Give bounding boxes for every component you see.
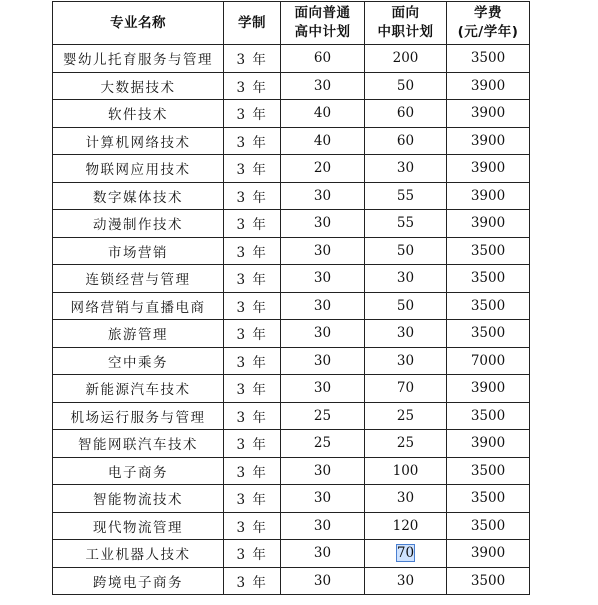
cell-general-hs[interactable]: 25 [281, 430, 365, 458]
enrollment-plan-table [52, 1, 530, 595]
header-general-hs-plan [281, 2, 365, 45]
header-vocational-line1: 面向 [391, 5, 420, 21]
cell-vocational[interactable]: 120 [365, 512, 447, 540]
cell-major[interactable]: 现代物流管理 [53, 512, 224, 540]
cell-vocational[interactable]: 200 [365, 45, 447, 73]
cell-vocational[interactable]: 100 [365, 457, 447, 485]
cell-vocational[interactable]: 30 [365, 265, 447, 293]
cell-general-hs[interactable]: 30 [281, 457, 365, 485]
table-row [53, 72, 530, 100]
table-row [53, 347, 530, 375]
cell-duration[interactable]: 3 年 [224, 127, 281, 155]
cell-tuition[interactable]: 3900 [447, 210, 530, 238]
cell-duration[interactable]: 3 年 [224, 45, 281, 73]
cell-tuition[interactable]: 3900 [447, 182, 530, 210]
cell-vocational[interactable]: 60 [365, 127, 447, 155]
cell-tuition[interactable]: 3900 [447, 72, 530, 100]
cell-vocational[interactable]: 25 [365, 402, 447, 430]
cell-tuition[interactable]: 3500 [447, 237, 530, 265]
table-row [53, 155, 530, 183]
header-general-hs-line1: 面向普通 [294, 5, 351, 21]
cell-major[interactable]: 空中乘务 [53, 347, 224, 375]
table-row [53, 457, 530, 485]
cell-duration[interactable]: 3 年 [224, 320, 281, 348]
cell-duration[interactable]: 3 年 [224, 512, 281, 540]
header-duration-label: 学制 [238, 14, 266, 31]
cell-tuition[interactable]: 3500 [447, 292, 530, 320]
cell-duration[interactable]: 3 年 [224, 100, 281, 128]
cell-tuition[interactable]: 3900 [447, 127, 530, 155]
cell-duration[interactable]: 3 年 [224, 155, 281, 183]
cell-major[interactable]: 网络营销与直播电商 [53, 292, 224, 320]
cell-major[interactable]: 旅游管理 [53, 320, 224, 348]
cell-major[interactable]: 新能源汽车技术 [53, 375, 224, 403]
cell-duration[interactable]: 3 年 [224, 430, 281, 458]
cell-major[interactable]: 跨境电子商务 [53, 567, 224, 595]
table-row [53, 182, 530, 210]
cell-general-hs[interactable]: 30 [281, 540, 365, 568]
header-tuition-line1: 学费 [474, 5, 502, 21]
cell-general-hs[interactable]: 40 [281, 127, 365, 155]
cell-vocational[interactable]: 60 [365, 100, 447, 128]
cell-duration[interactable]: 3 年 [224, 540, 281, 568]
cell-tuition[interactable]: 3900 [447, 155, 530, 183]
cell-general-hs[interactable]: 30 [281, 72, 365, 100]
cell-major[interactable]: 动漫制作技术 [53, 210, 224, 238]
cell-duration[interactable]: 3 年 [224, 375, 281, 403]
cell-major[interactable]: 婴幼儿托育服务与管理 [53, 45, 224, 73]
cell-vocational[interactable]: 25 [365, 430, 447, 458]
cell-tuition[interactable]: 3500 [447, 457, 530, 485]
header-major-label: 专业名称 [110, 14, 166, 31]
cell-vocational[interactable]: 30 [365, 347, 447, 375]
cell-general-hs[interactable]: 30 [281, 567, 365, 595]
cell-major[interactable]: 计算机网络技术 [53, 127, 224, 155]
cell-general-hs[interactable]: 30 [281, 485, 365, 513]
cell-tuition[interactable]: 3500 [447, 320, 530, 348]
cell-vocational[interactable]: 50 [365, 237, 447, 265]
cell-vocational[interactable]: 55 [365, 210, 447, 238]
cell-general-hs[interactable]: 40 [281, 100, 365, 128]
cell-major[interactable]: 连锁经营与管理 [53, 265, 224, 293]
table-row [53, 512, 530, 540]
cell-duration[interactable]: 3 年 [224, 402, 281, 430]
table-row [53, 320, 530, 348]
cell-tuition[interactable]: 3900 [447, 540, 530, 568]
header-tuition-line2: (元/学年) [457, 24, 519, 40]
cell-tuition[interactable]: 3500 [447, 512, 530, 540]
header-duration [224, 2, 281, 45]
cell-major[interactable]: 智能物流技术 [53, 485, 224, 513]
cell-duration[interactable]: 3 年 [224, 72, 281, 100]
cell-vocational[interactable]: 55 [365, 182, 447, 210]
cell-major[interactable]: 智能网联汽车技术 [53, 430, 224, 458]
cell-duration[interactable]: 3 年 [224, 347, 281, 375]
header-vocational-line2: 中职计划 [377, 24, 434, 40]
cell-tuition[interactable]: 7000 [447, 347, 530, 375]
table-row [53, 127, 530, 155]
table-header [53, 2, 530, 45]
cell-general-hs[interactable]: 30 [281, 182, 365, 210]
cell-tuition[interactable]: 3500 [447, 485, 530, 513]
cell-general-hs[interactable]: 25 [281, 402, 365, 430]
cell-duration[interactable]: 3 年 [224, 210, 281, 238]
cell-general-hs[interactable]: 30 [281, 320, 365, 348]
header-tuition [447, 2, 530, 45]
table-row [53, 567, 530, 595]
cell-vocational[interactable]: 50 [365, 72, 447, 100]
cell-general-hs[interactable]: 30 [281, 292, 365, 320]
cell-vocational[interactable]: 50 [365, 292, 447, 320]
table-row [53, 540, 530, 568]
table-row [53, 375, 530, 403]
cell-vocational[interactable]: 30 [365, 155, 447, 183]
cell-tuition[interactable]: 3900 [447, 430, 530, 458]
table-row [53, 292, 530, 320]
header-vocational-plan [365, 2, 447, 45]
table-row [53, 265, 530, 293]
cell-major[interactable]: 市场营销 [53, 237, 224, 265]
cell-general-hs[interactable]: 30 [281, 210, 365, 238]
table-row [53, 100, 530, 128]
cell-tuition[interactable]: 3500 [447, 567, 530, 595]
table-row [53, 485, 530, 513]
cell-vocational-value[interactable]: 70 [396, 545, 415, 562]
cell-duration[interactable]: 3 年 [224, 292, 281, 320]
cell-major[interactable]: 软件技术 [53, 100, 224, 128]
table-row [53, 45, 530, 73]
cell-duration[interactable]: 3 年 [224, 457, 281, 485]
cell-duration[interactable]: 3 年 [224, 237, 281, 265]
header-general-hs-line2: 高中计划 [294, 24, 351, 40]
cell-vocational[interactable]: 70 [365, 375, 447, 403]
cell-general-hs[interactable]: 30 [281, 237, 365, 265]
cell-general-hs[interactable]: 60 [281, 45, 365, 73]
cell-major[interactable]: 电子商务 [53, 457, 224, 485]
cell-general-hs[interactable]: 30 [281, 347, 365, 375]
cell-tuition[interactable]: 3900 [447, 100, 530, 128]
table-row [53, 210, 530, 238]
cell-duration[interactable]: 3 年 [224, 485, 281, 513]
table-row [53, 402, 530, 430]
cell-general-hs[interactable]: 20 [281, 155, 365, 183]
cell-tuition[interactable]: 3500 [447, 402, 530, 430]
cell-general-hs[interactable]: 30 [281, 265, 365, 293]
cell-vocational[interactable] [365, 540, 447, 568]
cell-major[interactable]: 物联网应用技术 [53, 155, 224, 183]
cell-vocational[interactable]: 30 [365, 320, 447, 348]
cell-major[interactable]: 机场运行服务与管理 [53, 402, 224, 430]
cell-duration[interactable]: 3 年 [224, 265, 281, 293]
cell-duration[interactable]: 3 年 [224, 567, 281, 595]
cell-major[interactable]: 数字媒体技术 [53, 182, 224, 210]
cell-vocational[interactable]: 30 [365, 567, 447, 595]
cell-tuition[interactable]: 3500 [447, 265, 530, 293]
cell-major[interactable]: 工业机器人技术 [53, 540, 224, 568]
table-row [53, 430, 530, 458]
header-row [53, 2, 530, 45]
header-major [53, 2, 224, 45]
table-body [53, 45, 530, 595]
cell-general-hs[interactable]: 30 [281, 375, 365, 403]
cell-tuition[interactable]: 3900 [447, 375, 530, 403]
cell-duration[interactable]: 3 年 [224, 182, 281, 210]
cell-general-hs[interactable]: 30 [281, 512, 365, 540]
cell-tuition[interactable]: 3500 [447, 45, 530, 73]
cell-major[interactable]: 大数据技术 [53, 72, 224, 100]
cell-vocational[interactable]: 30 [365, 485, 447, 513]
table-row [53, 237, 530, 265]
